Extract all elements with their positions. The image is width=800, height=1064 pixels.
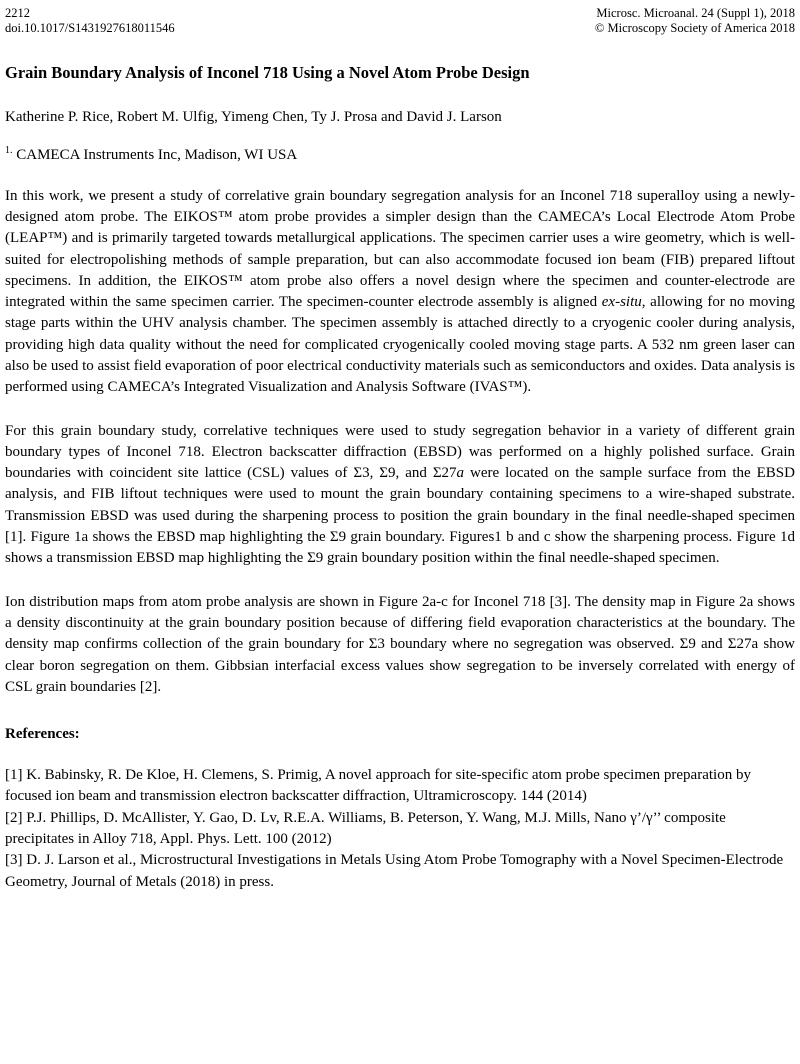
references-list xyxy=(5,765,795,893)
text-segment: Ion distribution maps from atom probe analysis are shown in Figure 2a-c for Inconel 718 [3]. The density map in Figure 2a shows a density discontinuity at the grain boundary position because of differing field evaporation characteristics at the boundary. The density map confirms collection of the grain boundary for Σ3 boundary where no segregation was observed. Σ9 and Σ27a show clear boron segregation on them. Gibbsian interfacial excess values show segregation to be inversely correlated with energy of CSL grain boundaries [2]. xyxy=(5,593,795,695)
copyright-notice: © Microscopy Society of America 2018 xyxy=(594,21,795,35)
reference-item: [1] K. Babinsky, R. De Kloe, H. Clemens, S. Primig, A novel approach for site-specific atom probe specimen preparation by focused ion beam and transmission electron backscatter diffraction, Ultramicroscopy. 144 (2014) xyxy=(5,767,751,805)
body-paragraphs xyxy=(5,186,795,699)
text-segment: were located on the sample surface from the EBSD analysis, and FIB liftout techniques were used to mount the grain boundary containing specimens to a wire-shaped substrate. Transmission EBSD was used during the sharpening process to position the grain boundary in the final needle-shaped specimen [1]. Figure 1a shows the EBSD map highlighting the Σ9 grain boundary. Figures1 b and c show the sharpening process. Figure 1d shows a transmission EBSD map highlighting the Σ9 grain boundary position within the final needle-shaped specimen. xyxy=(5,465,795,567)
header-left xyxy=(5,6,175,36)
journal-header xyxy=(5,6,795,36)
paper-title: Grain Boundary Analysis of Inconel 718 Using a Novel Atom Probe Design xyxy=(5,63,530,82)
text-segment: In this work, we present a study of correlative grain boundary segregation analysis for an Inconel 718 superalloy using a newly-designed atom probe. The EIKOS™ atom probe provides a simpler design than the CAMECA’s Local Electrode Atom Probe (LEAP™) and is primarily targeted towards metallurgical applications. The specimen carrier uses a wire geometry, which is well-suited for electropolishing methods of sample preparation, but can also accommodate focused ion beam (FIB) prepared liftout specimens. In addition, the EIKOS™ atom probe also offers a novel design where the specimen and counter-electrode are integrated within the same specimen carrier. The specimen-counter electrode assembly is aligned xyxy=(5,187,795,311)
text-segment: For this grain boundary study, correlative techniques were used to study segregation behavior in a variety of different grain boundary types of Inconel 718. Electron backscatter diffraction (EBSD) was performed on a highly polished surface. Grain boundaries with coincident site lattice (CSL) values of Σ3, Σ9, and Σ27 xyxy=(5,422,795,482)
paragraph xyxy=(5,186,795,399)
paragraph xyxy=(5,421,795,570)
text-segment: , allowing for no moving stage parts within the UHV analysis chamber. The specimen assembly is attached directly to a cryogenic cooler during analysis, providing high data quality without the need for complicated cryogenically cooled moving stage parts. A 532 nm green laser can also be used to assist field evaporation of poor electrical conductivity materials such as semiconductors and oxides. Data analysis is performed using CAMECA’s Integrated Visualization and Analysis Software (IVAS™). xyxy=(5,294,795,396)
page-number: 2212 xyxy=(5,6,30,20)
reference-item: [3] D. J. Larson et al., Microstructural Investigations in Metals Using Atom Probe Tomography with a Novel Specimen-Electrode Geometry, Journal of Metals (2018) in press. xyxy=(5,852,784,890)
italic-text: ex-situ xyxy=(601,294,642,311)
reference-item: [2] P.J. Phillips, D. McAllister, Y. Gao, D. Lv, R.E.A. Williams, B. Peterson, Y. Wang, M.J. Mills, Nano γ’/γ’’ composite precipitates in Alloy 718, Appl. Phys. Lett. 100 (2012) xyxy=(5,809,726,848)
doi: doi.10.1017/S1431927618011546 xyxy=(5,21,175,35)
journal-citation: Microsc. Microanal. 24 (Suppl 1), 2018 xyxy=(596,6,795,20)
paragraph xyxy=(5,592,795,698)
affiliation-text: CAMECA Instruments Inc, Madison, WI USA xyxy=(12,146,298,163)
header-right xyxy=(595,6,795,36)
italic-text: a xyxy=(456,465,465,482)
author-list: Katherine P. Rice, Robert M. Ulfig, Yimeng Chen, Ty J. Prosa and David J. Larson xyxy=(5,108,502,125)
affiliation-marker: 1. xyxy=(5,144,13,156)
affiliation xyxy=(5,144,795,164)
references-heading: References: xyxy=(5,726,80,743)
